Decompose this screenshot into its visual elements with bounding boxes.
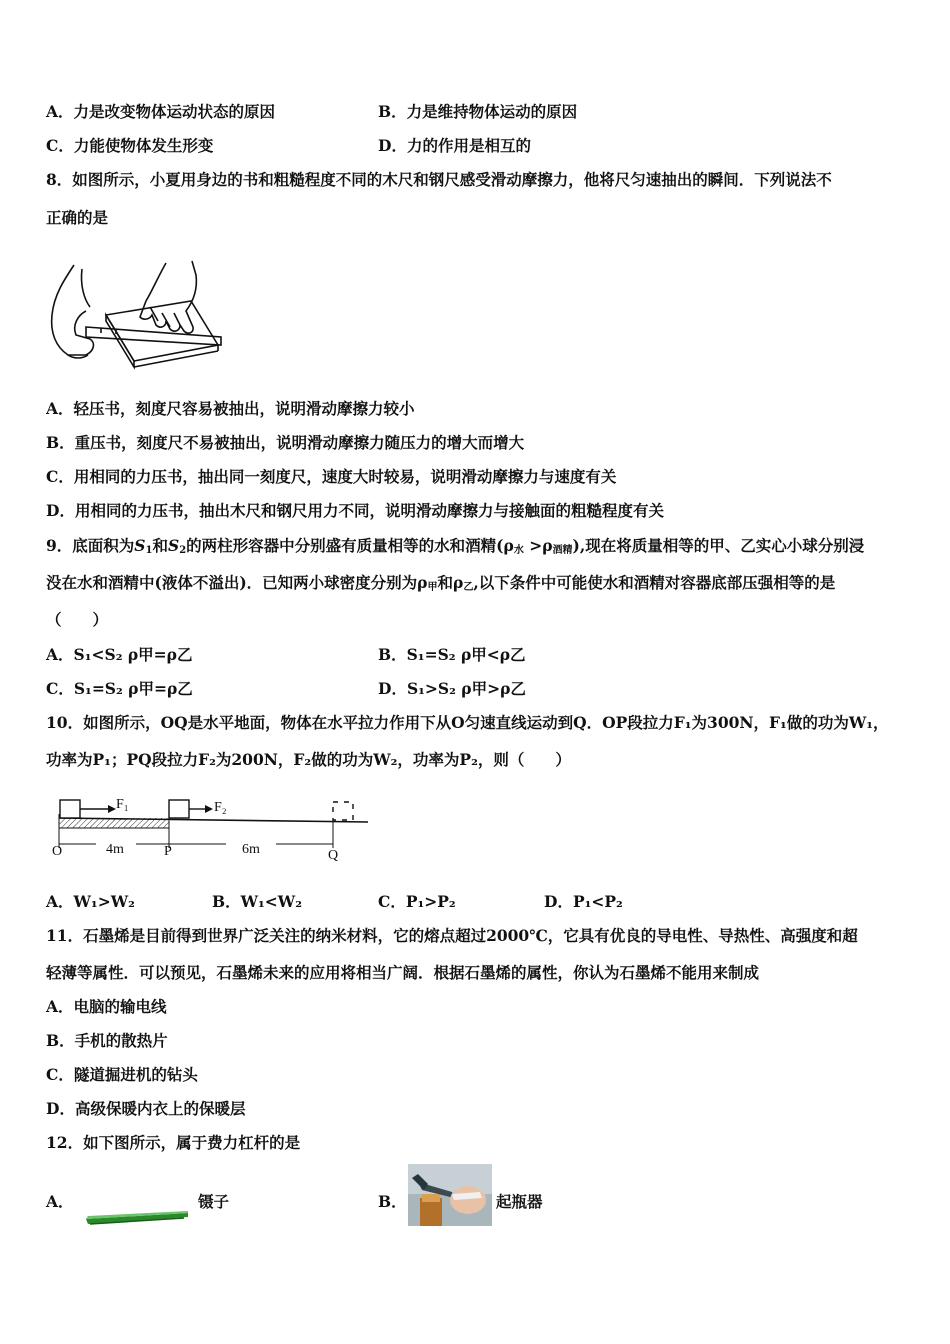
q10-stem-line1: 10．如图所示，OQ是水平地面，物体在水平拉力作用下从O匀速直线运动到Q．OP段拉力F₁为300N，F₁做的功为W₁， — [46, 713, 889, 732]
q8-stem-line2: 正确的是 — [46, 208, 109, 227]
q10-option-c: C．P₁>P₂ — [378, 892, 456, 911]
force-f1-label: F₁ — [116, 797, 129, 812]
motion-diagram — [46, 792, 376, 872]
force-f2-label: F₂ — [214, 800, 227, 815]
q8-stem-line1: 8．如图所示，小夏用身边的书和粗糙程度不同的木尺和钢尺感受滑动摩擦力，他将尺匀速抽出的瞬间．下列说法不 — [46, 170, 832, 189]
tweezers-image — [84, 1202, 192, 1228]
distance-op-label: 4m — [106, 842, 124, 857]
q11-option-d: D．高级保暖内衣上的保暖层 — [46, 1099, 246, 1118]
q12-option-a-letter: A． — [46, 1192, 74, 1211]
q8-option-a: A．轻压书，刻度尺容易被抽出，说明滑动摩擦力较小 — [46, 399, 415, 418]
q11-stem-line1: 11．石墨烯是目前得到世界广泛关注的纳米材料，它的熔点超过2000℃，它具有优良的导电性、导热性、高强度和超 — [46, 926, 858, 945]
q8-option-c: C．用相同的力压书，抽出同一刻度尺，速度大时较易，说明滑动摩擦力与速度有关 — [46, 467, 617, 486]
distance-pq-label: 6m — [242, 842, 260, 857]
q9-answer-bracket: （ ） — [46, 610, 109, 629]
q11-stem-line2: 轻薄等属性．可以预见，石墨烯未来的应用将相当广阔．根据石墨烯的属性，你认为石墨烯不能用来制成 — [46, 963, 760, 982]
motion-diagram-lines — [46, 792, 376, 872]
q9-option-d: D．S₁>S₂ ρ甲>ρ乙 — [378, 679, 526, 698]
q7-option-a: A．力是改变物体运动状态的原因 — [46, 102, 276, 121]
bottle-opener-image — [408, 1164, 492, 1226]
q8-option-b: B．重压书，刻度尺不易被抽出，说明滑动摩擦力随压力的增大而增大 — [46, 433, 525, 452]
q7-option-d: D．力的作用是相互的 — [378, 136, 531, 155]
q12-option-b-letter: B． — [378, 1192, 407, 1211]
book-ruler-friction-figure — [46, 255, 226, 370]
q9-stem-line1: 9．底面积为$S_1$和$S_2$的两柱形容器中分别盛有质量相等的水和酒精$(\rho_水 >\rho_{酒精})$,现在将质量相等的甲、乙实心小球分别浸 — [46, 536, 865, 556]
q10-option-a: A．W₁>W₂ — [46, 892, 135, 911]
q9-option-a: A．S₁<S₂ ρ甲=ρ乙 — [46, 645, 193, 664]
q10-stem-line2: 功率为P₁；PQ段拉力F₂为200N，F₂做的功为W₂，功率为P₂，则（ ） — [46, 750, 571, 769]
q12-option-a-label: 镊子 — [198, 1192, 230, 1211]
q11-option-c: C．隧道掘进机的钻头 — [46, 1065, 198, 1084]
q9-option-c: C．S₁=S₂ ρ甲=ρ乙 — [46, 679, 193, 698]
point-q-label: Q — [328, 848, 339, 863]
q10-option-b: B．W₁<W₂ — [212, 892, 302, 911]
q9-stem-line2: 没在水和酒精中(液体不溢出)．已知两小球密度分别为$\rho_甲$和$\rho_乙$,以下条件中可能使水和酒精对容器底部压强相等的是 — [46, 573, 836, 593]
q11-option-a: A．电脑的输电线 — [46, 997, 167, 1016]
q12-stem: 12．如下图所示，属于费力杠杆的是 — [46, 1133, 301, 1152]
q10-option-d: D．P₁<P₂ — [544, 892, 623, 911]
point-p-label: P — [164, 844, 172, 859]
q11-option-b: B．手机的散热片 — [46, 1031, 168, 1050]
q12-option-b-label: 起瓶器 — [496, 1192, 543, 1211]
q7-option-b: B．力是维持物体运动的原因 — [378, 102, 578, 121]
q9-option-b: B．S₁=S₂ ρ甲<ρ乙 — [378, 645, 526, 664]
q8-option-d: D．用相同的力压书，抽出木尺和钢尺用力不同，说明滑动摩擦力与接触面的粗糙程度有关 — [46, 501, 664, 520]
point-o-label: O — [52, 844, 63, 859]
q7-option-c: C．力能使物体发生形变 — [46, 136, 214, 155]
